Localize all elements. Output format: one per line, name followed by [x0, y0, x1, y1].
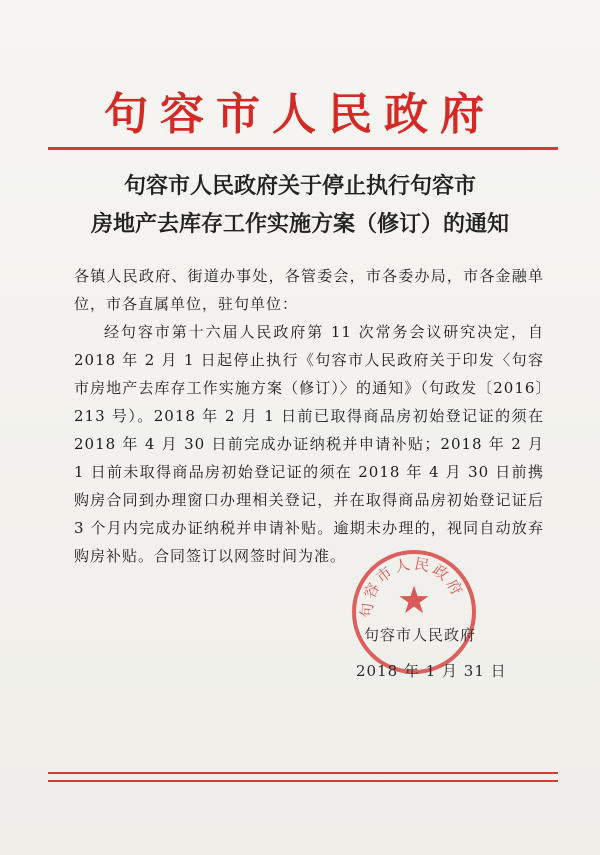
official-seal: [352, 550, 476, 674]
seal-text: 句容市人民政府: [357, 554, 468, 619]
addressee-paragraph: 各镇人民政府、街道办事处，各管委会，市各委办局，市各金融单位，市各直属单位，驻句单位：: [74, 267, 544, 313]
document-title-line2: 房地产去库存工作实施方案（修订）的通知: [90, 211, 509, 237]
footer-red-rule: [48, 772, 558, 774]
header-red-rule: [48, 147, 558, 150]
document-title-line1: 句容市人民政府关于停止执行句容市: [123, 173, 476, 199]
seal-emblem-icon: ★: [396, 578, 432, 622]
footer-red-rule-2: [48, 780, 558, 782]
header-org-name: 句容市人民政府: [104, 89, 496, 140]
document-date: 2018 年 1 月 31 日: [356, 662, 507, 680]
signer-name: 句容市人民政府: [364, 626, 477, 644]
body-paragraph: 经句容市第十六届人民政府第 11 次常务会议研究决定，自 2018 年 2 月 1 日起停止执行《句容市人民政府关于印发〈句容市房地产去库存工作实施方案（修订）〉的通知》（句政发〔2016〕213 号）。2018 年 2 月 1 日前已取得商品房初始登记证的须在 2018 年 4 月 30 日前完成办证纳税并申请补贴；2018 年 2 月 1 日前未取得商品房初始登记证的须在 2018 年 4 月 30 日前携购房合同到办理窗口办理相关登记，并在取得商品房初始登记证后 3 个月内完成办证纳税并申请补贴。逾期未办理的，视同自动放弃购房补贴。合同签订以网签时间为准。: [74, 323, 544, 565]
